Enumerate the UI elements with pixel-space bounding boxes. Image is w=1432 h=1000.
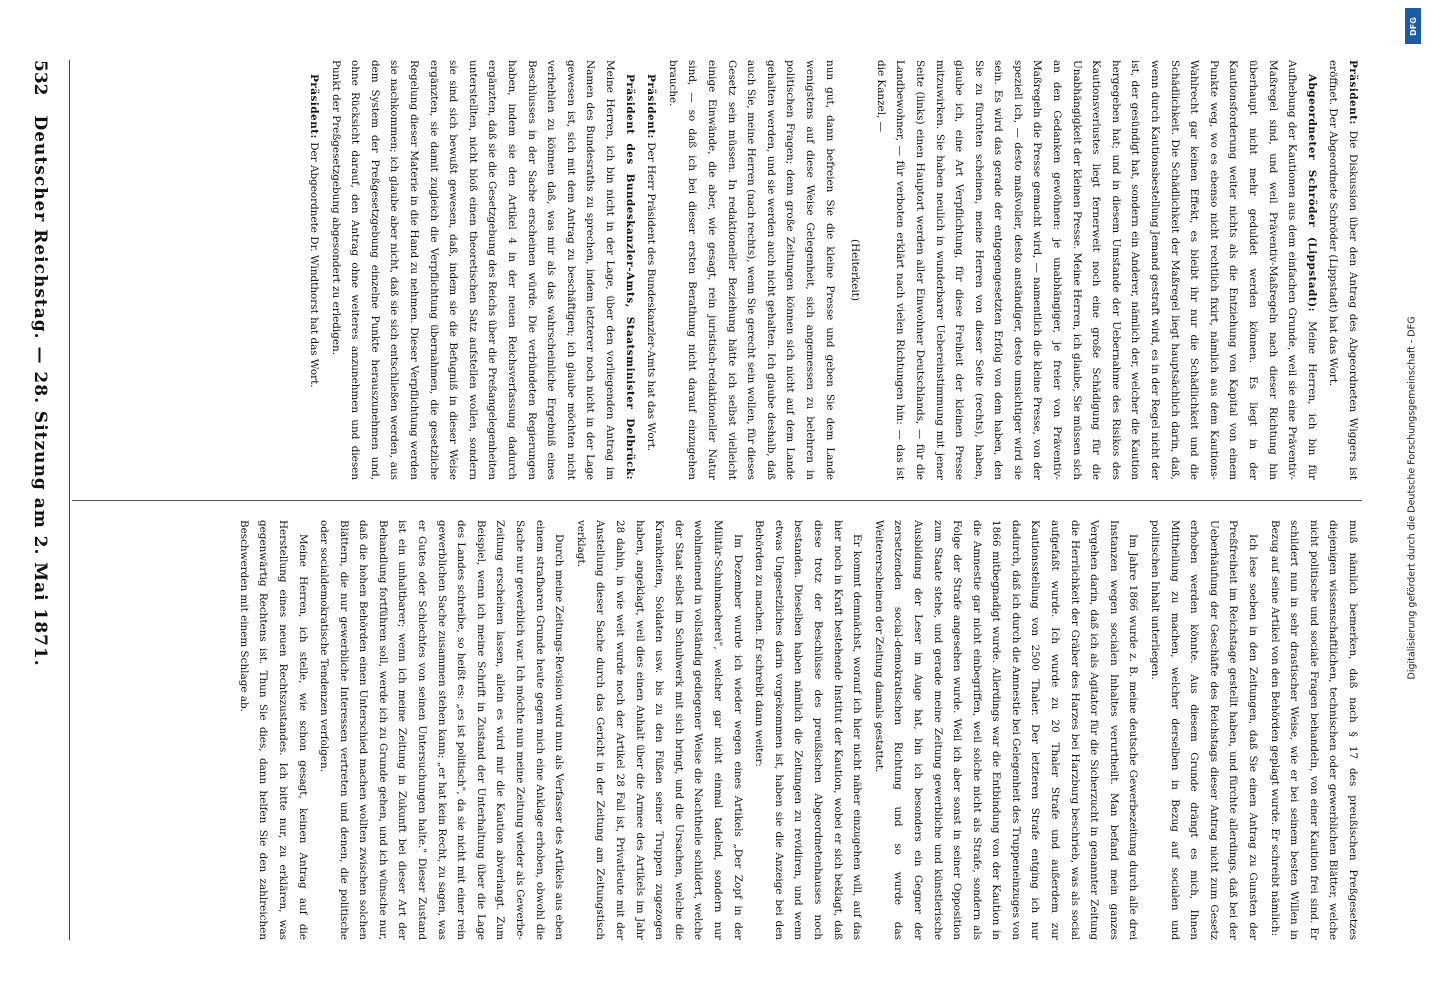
president-paragraph-2 [641,60,661,480]
body-paragraph: Er kommt demnächst, worauf ich hier nicht näher einzugehen will, auf das hier noch in Kraft bestehende Institut der Kaution, wobei er sich beklagt, daß diese trotz der Beschlüsse des preußischen Abgeordnetenhauses noch bestanden. Dieselben haben nämlich die Zeitungen zu revidiren, und wenn etwas Ungesetzliches darin vorgekommen ist, haben sie die Anzeige bei den Behörden zu machen. Er schreibt dann weiter: [753,520,864,940]
page-number: 532 [30,60,50,96]
interjection: (Heiterkeit) [849,239,862,301]
paragraph-text: Meine Herren, ich bin nicht in der Lage, über den vorliegenden Antrag im Namen des Bundesraths zu sprechen, indem letzterer noch nicht in der Lage gewesen ist, sich mit dem Antrag zu beschäftigen; ich glaube möchten nicht verhehlen zu können daß, was mir als das wahrscheinliche Ergebniß eines Beschlusses in der Sache erscheinen würde. Die verbündeten Regierungen haben, indem sie den Artikel 4 in der neuen Reichsverfassung dadurch ergänzten, daß sie die Gesetzgebung des Reichs über die Preßangelegenheiten unterstellten, nicht bloß einen theoretischen Satz aufstellen wollen, sondern sie sind sich bewußt gewesen, daß, indem sie die Befugniß in dieser Weise ergänzten, sie damit zugleich die Verpflichtung übernahmen, die gesetzliche Regelung dieser Materie in die Hand zu nehmen. Dieser Verpflichtung werden sie nachkommen; ich glaube aber nicht, daß sie sich entschließen werden, aus dem System der Preßgesetzgebung einzelne Punkte herauszunehmen und, ohne Rücksicht darauf, den Antrag ohne weiteres anzunehmen und diesen Punkt der Preßgesetzgebung abgesondert zu erledigen. [329,60,617,480]
dfg-notice: Digitalisierung gefördert durch die Deutsche Forschungsgemeinschaft - DFG [1406,316,1418,680]
president-paragraph-1 [1323,60,1362,480]
quoted-paragraph: Ich lese soeben in den Zeitungen, daß Sie einen Antrag zu Gunsten der Preßfreiheit im Reichstage gestellt haben, und fürchte allerdings, daß bei der Ueberhäufung der Geschäfte des Reichstags dieser Antrag nicht zum Gesetz erhoben werden könnte. Aus diesem Grunde drängt es mich, Ihnen Mittheilung zu machen, welcher derselben in Bezug auf socialen und politischen Inhalt unterliegen. [1149,520,1260,940]
dfg-logo-text: DFG [1408,16,1418,36]
header-rule [69,60,70,940]
paragraph-text: Die Diskussion über den Antrag des Abgeordneten Wiggers ist eröffnet. Der Abgeordnete Schröder (Lippstadt) hat das Wort. [1327,60,1359,480]
running-header [20,60,60,960]
quoted-paragraph: Durch meine Zeitungs-Revision wird nun als Verfasser des Artikels aus eben einem strafbaren Grunde heute gegen mich eine Anklage erhoben, obwohl die Sache nur gewerblich war. Ich möchte nun meine Zeitung wieder als Gewerbe-Zeitung erscheinen lassen, allein es wird mir die Kaution abverlangt. Zum Beispiel, wenn ich meine Schrift in Zustand der Unterhaltung über die Lage des Landes schreibe, so heißt es: „es ist politisch", da sie nicht mit einer rein gewerblichen Sache zusammen stehen kann; „er hat kein Recht, zu sagen, was er Gutes oder Schlechtes von seinen Untersuchungen halte." Dieser Zustand ist ein unhaltbarer; wenn ich meine Zeitung in Zukunft bei dieser Art der Behandlung fortführen soll, werde ich zu Grunde gehen, und ich wünsche nur, daß die hohen Behörden einen Unterschied machen wollten zwischen solchen Blättern, die nur gewerbliche Interessen vertreten und denen, die politische oder socialdemokratische Tendenzen verfolgen. [318,520,566,940]
schroeder-paragraph [870,60,1321,480]
dfg-logo [1405,8,1421,44]
paragraph-text: Der Herr Präsident des Bundeskanzler-Amts hat das Wort. [645,142,658,452]
body-paragraph: muß nämlich bemerken, daß nach § 17 des preußischen Preßgesetzes diejenigen wissenschaftlichen, technischen oder gewerblichen Blätter, welche nicht politische und sociale Fragen behandeln, von einer Kaution frei sind. Er schildert nun in sehr drastischer Weise, wie er bei seinem besten Willen in Bezug auf seine Artikel von den Behörden geplagt wurde. Er schreibt nämlich: [1268,520,1359,940]
right-column [72,60,1362,480]
quoted-paragraph: Im Dezember wurde ich wieder wegen eines Artikels „Der Zopf in der Militär-Schuhmacherei", welcher gar nicht einmal tadelnd, sondern nur wohlmeinend in vollständig gediegener Weise die Nachtheile schildert, welche der Staat selbst im Schuhwerk mit sich bringt, und die Ursachen, welche die Krankheiten, Soldaten usw. bis zu den Füßen seiner Truppen zugezogen haben, angeklagt, weil dies einen Anhalt über die Armee des Artikels im Jahr 28 dahin, in wie weit wurde noch der Artikel 28 Fall ist, Privatleute mit der Anstellung dieser Sache durch das Gericht in der Zeitung am Zeitungstisch verklagt. [574,520,744,940]
speaker-label: Präsident: [308,74,321,139]
paragraph-text: Meine Herren, ich bin für Aufhebung der Kautionen aus dem einfachen Grunde, weil sie eine Präventiv-Maßregel sind, und weil Präventiv-Maßregeln nach dieser Richtung hin überhaupt nicht mehr geduldet werden können. Es liegt in der Kautionsforderung weiter nichts als die Entziehung von Kapital von einem Punkte weg, wo es ebenso nicht rechtlich fixirt, nämlich aus dem Kautions-Wahlrecht gar keinen Effekt, es bleibt ihr nur die Schädlichkeit und die Schädlichkeit. Die Schädlichkeit der Maßregel liegt hauptsächlich darin, daß, wenn durch Kautionsbestellung Jemand gestraft wird, es in der Regel nicht der ist, der gesündigt hat, sondern ein Anderer, nämlich der, welcher die Kaution hergegeben hat; und in diesem Umstande der Uebernahme des Risikos des Kautionsverlustes liegt fernerweit noch eine große Schädigung für die Unabhängigkeit der kleinen Presse. Meine Herren, ich glaube, Sie müssen sich an den Gedanken gewöhnen: je unabhängiger, je freier von Präventiv-Maßregeln die Presse gemacht wird, — namentlich die kleine Presse, von der speziell ich, — desto maßvoller, desto anständiger, desto umsichtiger wird sie sein. Es wird das gerade der entgegengesetzten Erfolg von dem haben, den Sie zu fürchten scheinen, meine Herren von dieser Seite (rechts), haben, glaube ich, eine Art Verpflichtung, für diese Freiheit der kleinen Presse mitzuwirken. Sie haben neulich in wunderbarer Uebereinstimmung mit jener Seite (links) einen Hauptort werden aller Einwohner Deutschlands, — für die Landbewohner, — für verboten erklärt nach vielen Richtungen hin: — das ist die Kanzel, — [874,60,1318,480]
body-paragraph: Meine Herren, ich stelle, wie schon gesagt, keinen Antrag auf die Herstellung eines neuen Rechtszustandes. Ich bitte nur, zu erklären, was gegenwärtig Rechtens ist. Thun Sie dies, dann helfen Sie den zahlreichen Beschwerden mit einem Schlage ab. [237,520,309,940]
delbrueck-paragraph [325,60,639,480]
left-column [72,520,1362,940]
speaker-label: Präsident: [645,74,658,139]
column-divider [72,500,1362,501]
paragraph-text: Der Abgeordnete Dr. Windthorst hat das Wort. [308,142,321,388]
speaker-label: Präsident des Bundeskanzler-Amts, Staatsminister Delbrück: [623,74,636,480]
quoted-paragraph: Im Jahre 1866 wurde z. B. meine deutsche Gewerbezeitung durch alle drei Instanzen wegen socialen Inhaltes verurtheilt. Man befand mein ganzes Vergehen darin, daß ich als Agitator für die Sicherzucht in genannter Zeitung die Herrlichkeit der Gräber des Harzes bei Harzburg beschrieb, was als social aufgefaßt wurde. Ich wurde zu 20 Thaler Strafe und außerdem zur Kautionsstellung von 2500 Thaler. Der letzteren Strafe entging ich nur dadurch, daß ich durch die Amnestie bei Gelegenheit des Truppeneinzuges von 1866 mitbegnadigt wurde. Allerdings war die Entbindung von der Kaution in die Amnestie gar nicht einbegriffen, weil solche nicht als Strafe, sondern als Folge der Strafe angesehen wurde. Weil ich aber sonst in seiner Opposition zum Staate stehe, und gerade meine Zeitung gewerbliche und künstlerische Ausbildung der Leser im Auge hat, bin ich besonders ein Gegner der zersetzenden social-demokratischen Richtung und so wurde das Weitererscheinen der Zeitung damals gestattet. [872,520,1140,940]
speaker-label: Präsident: [1347,60,1359,125]
schroeder-paragraph-2: nun gut, dann befreien Sie die kleine Presse und geben Sie dem Lande wenigstens auf diese Weise Gelegenheit, sich angemessen zu belehren in politischen Fragen; denn große Zeitungen können sich nicht auf dem Lande gehalten werden, und sie werden auch nicht gehalten. Ich glaube deshalb, daß auch Sie, meine Herren (nach rechts), wenn Sie gerecht sein wollen, für dieses Gesetz sein müssen. In redaktioneller Beziehung hätte ich selbst vielleicht einige Einwände, die aber, wie gesagt, rein juristisch-redaktioneller Natur sind, — so daß ich bei dieser ersten Berathung nicht darauf einzugehen brauche. [666,60,836,480]
president-paragraph-3 [304,60,324,480]
speaker-label: Abgeordneter Schröder (Lippstadt): [1305,74,1318,312]
page-title: Deutscher Reichstag. — 28. Sitzung am 2. Mai 1871. [30,115,50,667]
